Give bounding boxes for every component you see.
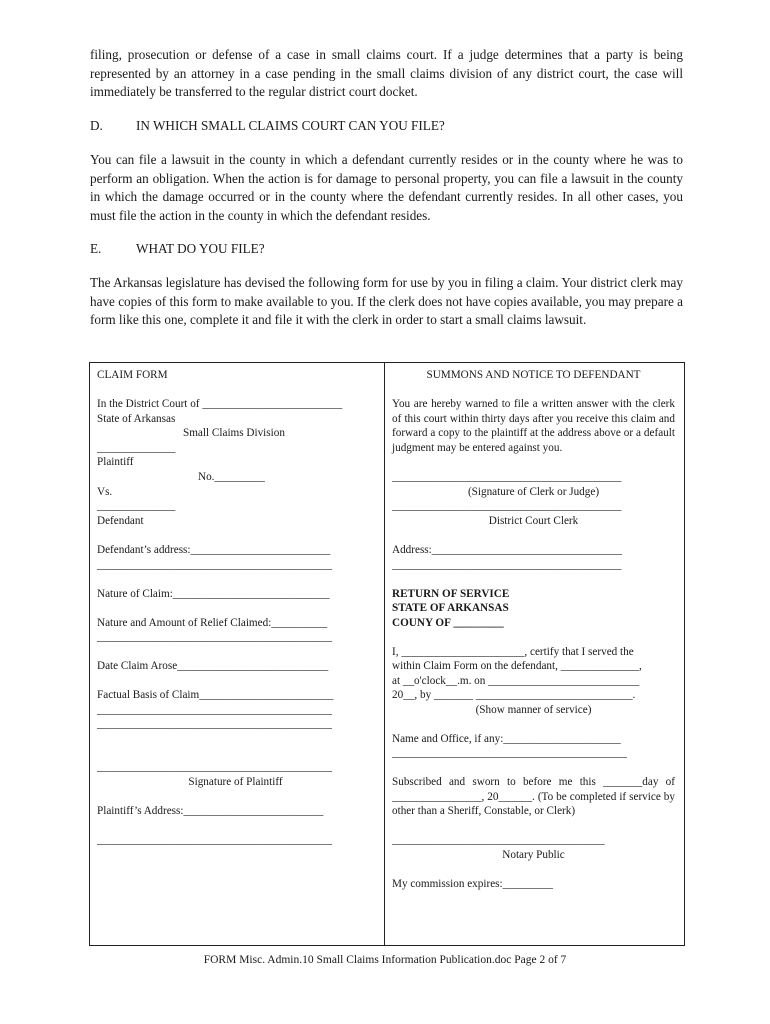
defendant-name-field[interactable]: ______________ (97, 500, 176, 512)
section-e-body: The Arkansas legislature has devised the following form for use by you in filing a claim. Your district clerk may have copies of this form to make available to you. If the clerk does not have copies available, you may prepare a form like this one, complete it and file it with the clerk in order to start a small claims lawsuit. (90, 275, 683, 327)
notary-label: Notary Public (502, 849, 565, 861)
service-year-line[interactable]: 20__, by _______ ____________________________. (392, 689, 636, 701)
clerk-label: District Court Clerk (488, 515, 579, 527)
summons-title: SUMMONS AND NOTICE TO DEFENDANT (426, 369, 641, 381)
clerk-signature-field[interactable]: _________________________________________ (392, 471, 622, 483)
page-footer: FORM Misc. Admin.10 Small Claims Information Publication.doc Page 2 of 7 (203, 954, 567, 966)
plaintiff-name-field[interactable]: ______________ (97, 442, 176, 454)
service-time-line[interactable]: at __o'clock__.m. on ___________________________ (392, 675, 640, 687)
plaintiff-address-line2[interactable]: __________________________________________ (97, 834, 332, 846)
section-d-number: D. (90, 118, 103, 133)
defendant-label: Defendant (97, 515, 144, 527)
date-claim-arose-field[interactable]: Date Claim Arose___________________________ (97, 660, 329, 672)
section-d-body: You can file a lawsuit in the county in which a defendant currently resides or in the county where he was to perform an obligation. When the action is for damage to personal property, you can file a lawsuit in the county in which the damage occurred or in the county where the defendant currently resides. In all other cases, you must file the action in the county in which the defendant resides. (90, 152, 683, 223)
nature-of-claim-field[interactable]: Nature of Claim:____________________________ (97, 588, 330, 600)
name-office-line2[interactable]: __________________________________________ (392, 747, 627, 759)
case-number-field[interactable]: No._________ (198, 471, 265, 483)
plaintiff-signature-field[interactable]: __________________________________________ (97, 761, 332, 773)
factual-basis-line3[interactable]: __________________________________________ (97, 718, 332, 730)
vs-label: Vs. (97, 486, 113, 498)
defendant-address-line2[interactable]: __________________________________________ (97, 559, 332, 571)
section-e-heading (90, 241, 265, 257)
claim-form-title: CLAIM FORM (97, 369, 168, 381)
factual-basis-field[interactable]: Factual Basis of Claim________________________ (97, 689, 334, 701)
clerk-signature-label: (Signature of Clerk or Judge) (467, 486, 600, 498)
summons-body: You are hereby warned to file a written answer with the clerk of this court within thirty days after you receive this claim and forward a copy to the plaintiff at the address above or a default judgment may be entered against you. (392, 398, 675, 454)
defendant-address-field[interactable]: Defendant’s address:_________________________ (97, 544, 331, 556)
service-certify-line[interactable]: I, ______________________, certify that I served the (392, 646, 634, 658)
claim-form-column (90, 363, 385, 945)
section-e-number: E. (90, 241, 102, 256)
section-d-title: IN WHICH SMALL CLAIMS COURT CAN YOU FILE? (136, 118, 445, 133)
court-field[interactable]: In the District Court of _________________________ (97, 398, 343, 410)
section-d-heading (90, 118, 445, 134)
claim-form-table (89, 362, 685, 946)
plaintiff-address-field[interactable]: Plaintiff’s Address:_________________________ (97, 805, 324, 817)
name-office-field[interactable]: Name and Office, if any:_____________________ (392, 733, 621, 745)
section-e-title: WHAT DO YOU FILE? (136, 241, 265, 256)
subscribed-sworn-text[interactable]: Subscribed and sworn to before me this _______day of ________________, 20______. (To be completed if service by other than a Sheriff, Constable, or Clerk) (392, 776, 675, 817)
clerk-name-field[interactable]: _________________________________________ (392, 500, 622, 512)
plaintiff-label: Plaintiff (97, 456, 134, 468)
division-label: Small Claims Division (183, 427, 285, 439)
county-field[interactable]: COUNY OF _________ (392, 617, 504, 629)
plaintiff-signature-label: Signature of Plaintiff (188, 776, 283, 788)
service-defendant-line[interactable]: within Claim Form on the defendant, ______________, (392, 660, 642, 672)
commission-expires-field[interactable]: My commission expires:_________ (392, 878, 553, 890)
factual-basis-line2[interactable]: __________________________________________ (97, 704, 332, 716)
court-address-field[interactable]: Address:__________________________________ (392, 544, 622, 556)
service-manner-label: (Show manner of service) (475, 704, 592, 716)
state-label: State of Arkansas (97, 413, 176, 425)
return-of-service-title: RETURN OF SERVICE (392, 588, 510, 600)
summons-column (385, 363, 684, 945)
relief-claimed-line2[interactable]: __________________________________________ (97, 631, 332, 643)
state-of-arkansas-title: STATE OF ARKANSAS (392, 602, 509, 614)
court-address-line2[interactable]: _________________________________________ (392, 559, 622, 571)
notary-signature-field[interactable]: ______________________________________ (392, 834, 605, 846)
intro-paragraph: filing, prosecution or defense of a case in small claims court. If a judge determines that a party is being represented by an attorney in a case pending in the small claims division of any district court, the case will immediately be transferred to the regular district court docket. (90, 47, 683, 99)
relief-claimed-field[interactable]: Nature and Amount of Relief Claimed:__________ (97, 617, 328, 629)
